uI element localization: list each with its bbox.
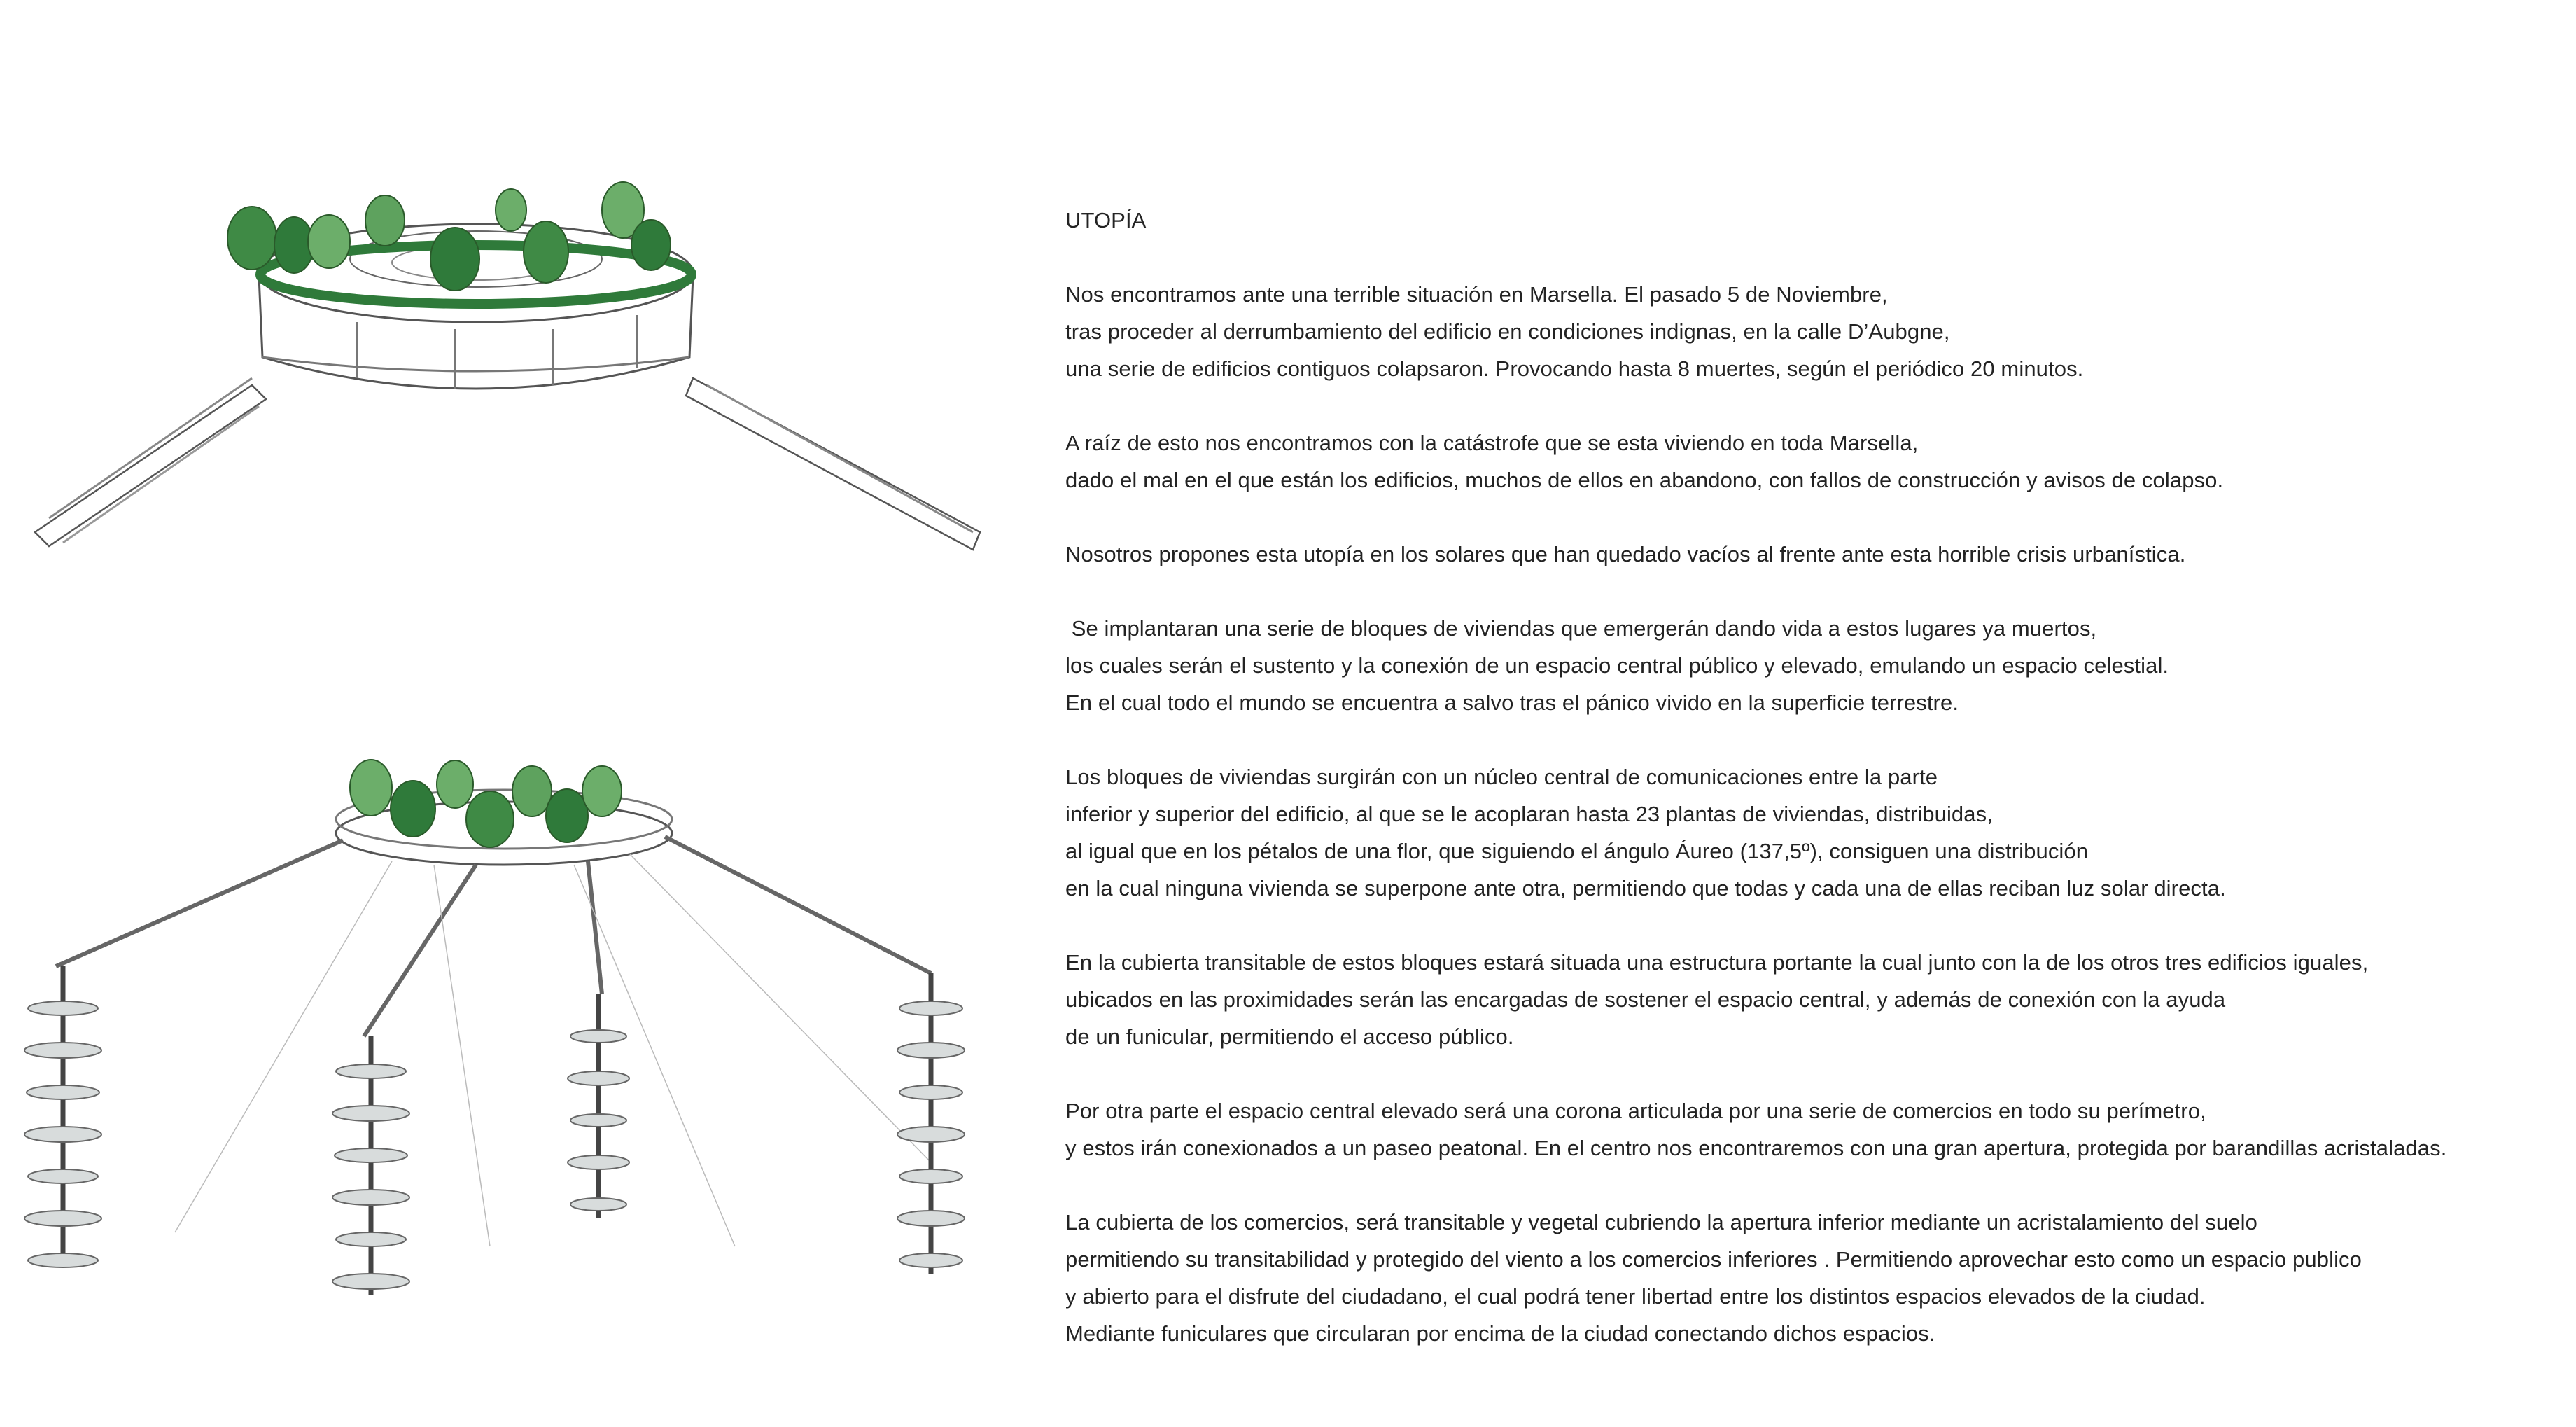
text-column [1065,202,2563,1389]
document-title: UTOPÍA [1065,208,1147,232]
text-line: dado el mal en el que están los edificios, muchos de ellos en abandono, con fallos de construcción y avisos de colapso. [1065,468,2224,492]
text-line: Los bloques de viviendas surgirán con un núcleo central de comunicaciones entre la parte [1065,765,1938,789]
paragraph-7 [1065,1092,2563,1167]
text-line: Mediante funiculares que circularan por encima de la ciudad conectando dichos espacios. [1065,1321,1935,1346]
paragraph-5 [1065,758,2563,907]
paragraph-4 [1065,610,2563,721]
text-line: y abierto para el disfrute del ciudadano, el cual podrá tener libertad entre los distintos espacios elevados de la ciudad. [1065,1284,2206,1309]
text-line: Nosotros propones esta utopía en los solares que han quedado vacíos al frente ante esta horrible crisis urbanística. [1065,542,2186,566]
text-line: En el cual todo el mundo se encuentra a salvo tras el pánico vivido en la superficie terrestre. [1065,690,1959,715]
text-line: Nos encontramos ante una terrible situación en Marsella. El pasado 5 de Noviembre, [1065,282,1888,307]
text-line: inferior y superior del edificio, al que se le acoplaran hasta 23 plantas de viviendas, distribuidas, [1065,802,1993,826]
paragraph-8 [1065,1204,2563,1352]
text-line: de un funicular, permitiendo el acceso público. [1065,1024,1514,1049]
text-line: una serie de edificios contiguos colapsaron. Provocando hasta 8 muertes, según el periódico 20 minutos. [1065,356,2084,381]
text-line: los cuales serán el sustento y la conexión de un espacio central público y elevado, emulando un espacio celestial. [1065,653,2169,678]
text-line: ubicados en las proximidades serán las encargadas de sostener el espacio central, y además de conexión con la ayuda [1065,987,2226,1012]
text-line: Por otra parte el espacio central elevado será una corona articulada por una serie de comercios en todo su perímetro, [1065,1099,2206,1123]
text-line: tras proceder al derrumbamiento del edificio en condiciones indignas, en la calle D’Aubgne, [1065,319,1950,344]
text-line: y estos irán conexionados a un paseo peatonal. En el centro nos encontraremos con una gran apertura, protegida por barandillas acristaladas. [1065,1136,2447,1160]
paragraph-1 [1065,276,2563,387]
text-line: permitiendo su transitabilidad y protegido del viento a los comercios inferiores . Permitiendo aprovechar esto como un espacio publico [1065,1247,2362,1272]
paragraph-2 [1065,424,2563,499]
elevated-ring-garden-sketch [21,154,994,609]
ring-on-towers-sketch [0,742,1008,1316]
paragraph-3 [1065,536,2563,573]
text-line: La cubierta de los comercios, será transitable y vegetal cubriendo la apertura inferior mediante un acristalamiento del suelo [1065,1210,2258,1234]
text-line: A raíz de esto nos encontramos con la catástrofe que se esta viviendo en toda Marsella, [1065,431,1919,455]
paragraph-6 [1065,944,2563,1055]
text-line: En la cubierta transitable de estos bloques estará situada una estructura portante la cual junto con la de los otros tres edificios iguales, [1065,950,2369,975]
text-line: al igual que en los pétalos de una flor, que siguiendo el ángulo Áureo (137,5º), consiguen una distribución [1065,839,2089,863]
text-line: en la cual ninguna vivienda se superpone ante otra, permitiendo que todas y cada una de ellas reciban luz solar directa. [1065,876,2226,900]
text-line: Se implantaran una serie de bloques de viviendas que emergerán dando vida a estos lugares ya muertos, [1065,616,2097,641]
